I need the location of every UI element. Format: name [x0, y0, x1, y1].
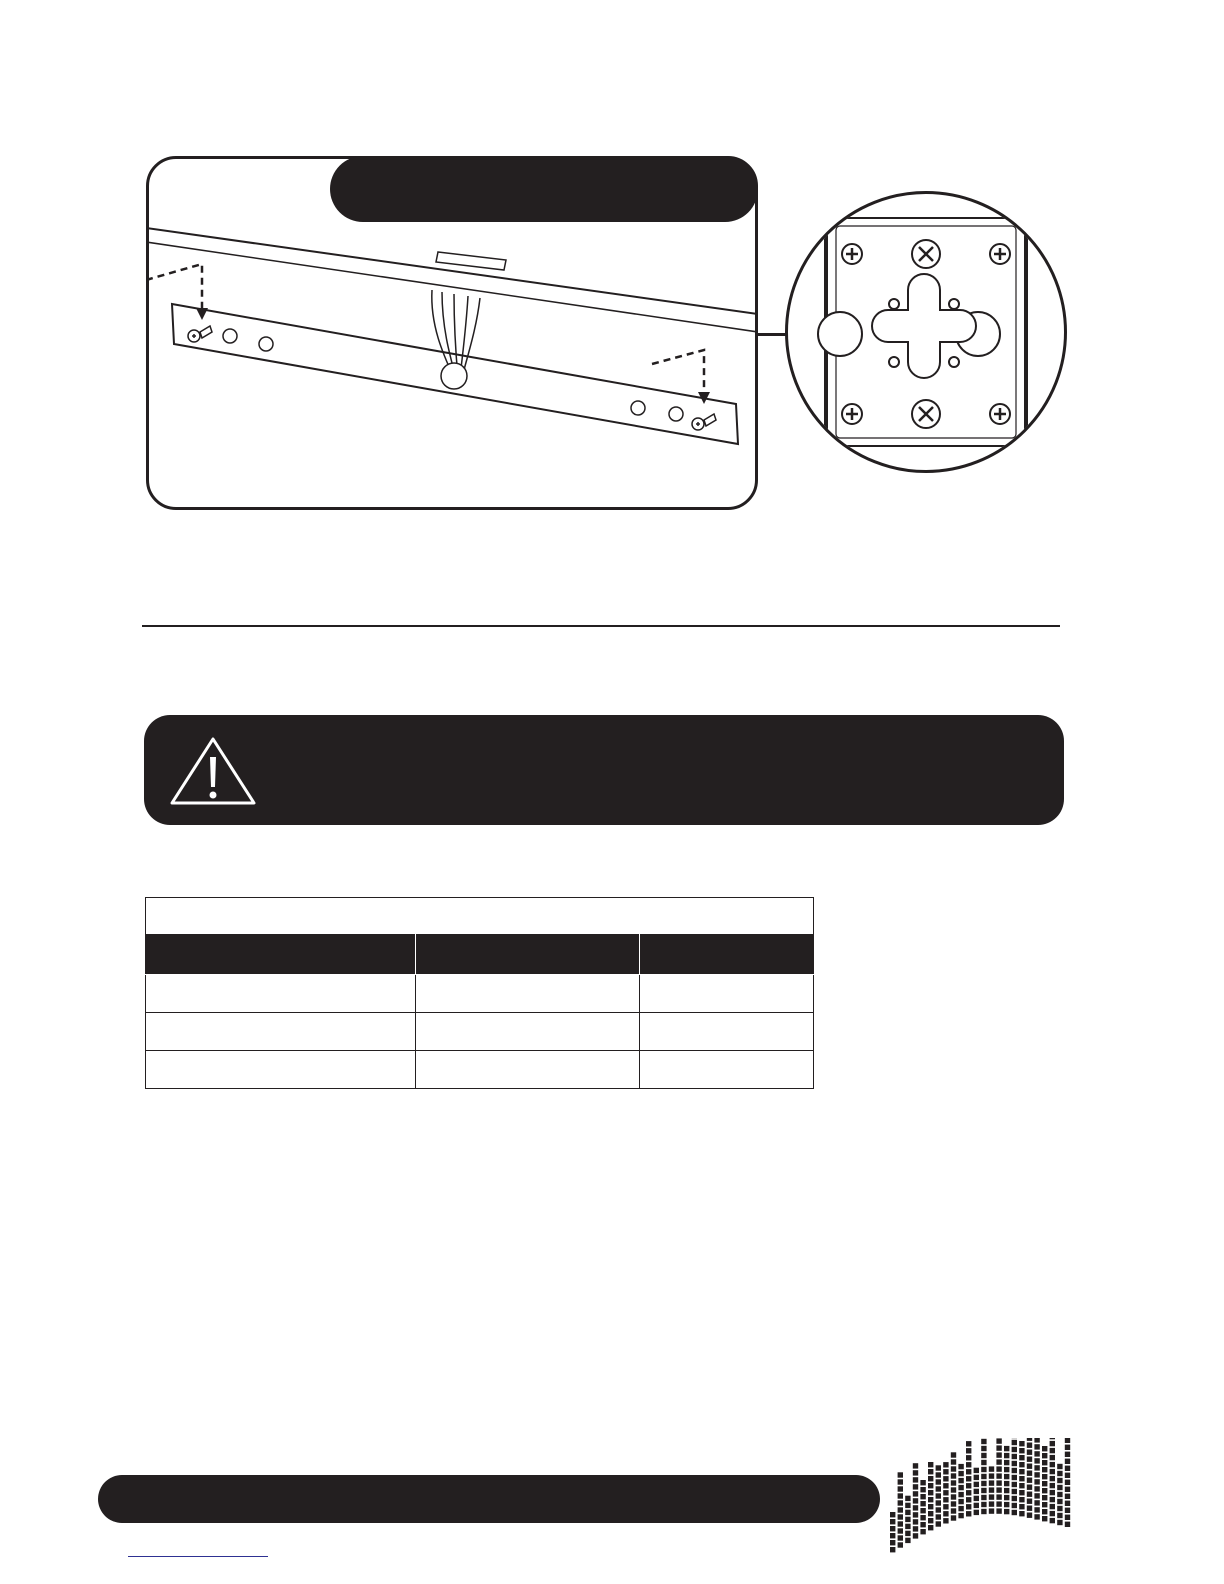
logo-block	[1065, 1494, 1070, 1499]
logo-block	[913, 1463, 918, 1468]
logo-block	[996, 1459, 1001, 1464]
logo-block	[1050, 1483, 1055, 1488]
logo-block	[1034, 1493, 1039, 1498]
logo-block	[1034, 1507, 1039, 1512]
corner-screw	[842, 244, 862, 264]
logo-block	[1034, 1500, 1039, 1505]
logo-block	[981, 1502, 986, 1507]
logo-block	[1019, 1469, 1024, 1474]
table-cell	[146, 1051, 416, 1089]
warning-banner	[144, 715, 1064, 825]
logo-block	[1050, 1476, 1055, 1481]
logo-block	[1034, 1444, 1039, 1449]
corner-screw	[842, 404, 862, 424]
logo-block	[966, 1462, 971, 1467]
table-row	[146, 1051, 814, 1089]
logo-block	[913, 1498, 918, 1503]
logo-block	[928, 1483, 933, 1488]
warning-triangle-icon	[168, 735, 258, 807]
logo-block	[981, 1467, 986, 1472]
logo-block	[943, 1518, 948, 1523]
logo-block	[1019, 1441, 1024, 1446]
logo-block	[989, 1508, 994, 1513]
table-row	[146, 975, 814, 1013]
logo-block	[951, 1515, 956, 1520]
logo-block	[920, 1501, 925, 1506]
logo-block	[1027, 1485, 1032, 1490]
logo-block	[1004, 1453, 1009, 1458]
logo-block	[936, 1507, 941, 1512]
logo-block	[1065, 1508, 1070, 1513]
logo-block	[920, 1494, 925, 1499]
logo-block	[989, 1487, 994, 1492]
logo-block	[974, 1503, 979, 1508]
logo-block	[951, 1480, 956, 1485]
logo-block	[1057, 1506, 1062, 1511]
logo-block	[905, 1517, 910, 1522]
logo-block	[1019, 1483, 1024, 1488]
logo-block	[913, 1512, 918, 1517]
logo-block	[920, 1480, 925, 1485]
tv-bottom-edge	[146, 228, 758, 314]
logo-block	[966, 1469, 971, 1474]
logo-block	[951, 1487, 956, 1492]
logo-block	[1004, 1460, 1009, 1465]
logo-block	[928, 1490, 933, 1495]
logo-block	[989, 1473, 994, 1478]
logo-block	[943, 1469, 948, 1474]
logo-block	[1004, 1467, 1009, 1472]
logo-block	[1004, 1446, 1009, 1451]
logo-block	[1012, 1496, 1017, 1501]
logo-block	[1042, 1453, 1047, 1458]
detail-connector-line	[758, 333, 788, 336]
logo-block	[1042, 1488, 1047, 1493]
logo-block	[958, 1499, 963, 1504]
logo-block	[1027, 1450, 1032, 1455]
logo-block	[920, 1487, 925, 1492]
logo-block	[1034, 1486, 1039, 1491]
logo-block	[1050, 1490, 1055, 1495]
logo-block	[898, 1514, 903, 1519]
logo-block	[905, 1524, 910, 1529]
logo-block	[936, 1521, 941, 1526]
logo-block	[943, 1476, 948, 1481]
logo-block	[1027, 1492, 1032, 1497]
logo-block	[1012, 1489, 1017, 1494]
corner-screw	[990, 404, 1010, 424]
logo-block	[1004, 1474, 1009, 1479]
logo-block	[905, 1503, 910, 1508]
logo-block	[1019, 1455, 1024, 1460]
logo-block	[958, 1513, 963, 1518]
logo-block	[974, 1468, 979, 1473]
logo-block	[1019, 1476, 1024, 1481]
logo-block	[928, 1518, 933, 1523]
logo-block	[1019, 1497, 1024, 1502]
logo-block	[1004, 1488, 1009, 1493]
logo-block	[1050, 1462, 1055, 1467]
logo-block	[966, 1441, 971, 1446]
logo-block	[1065, 1501, 1070, 1506]
sound-wave-logo	[884, 1438, 1084, 1568]
cable-grommet	[441, 363, 467, 389]
logo-block	[890, 1519, 895, 1524]
logo-block	[936, 1472, 941, 1477]
logo-block	[913, 1491, 918, 1496]
logo-block	[951, 1473, 956, 1478]
logo-block	[1050, 1441, 1055, 1446]
specifications-table	[145, 897, 814, 1089]
logo-block	[1042, 1502, 1047, 1507]
bracket-detail-drawing	[788, 194, 1064, 470]
logo-block	[898, 1507, 903, 1512]
logo-block	[958, 1506, 963, 1511]
logo-block	[1042, 1474, 1047, 1479]
logo-block	[913, 1519, 918, 1524]
logo-block	[913, 1526, 918, 1531]
logo-block	[920, 1522, 925, 1527]
table-header-row	[146, 934, 814, 975]
logo-block	[1034, 1465, 1039, 1470]
logo-block	[989, 1494, 994, 1499]
logo-block	[966, 1483, 971, 1488]
logo-block	[996, 1473, 1001, 1478]
logo-block	[958, 1464, 963, 1469]
logo-block	[1027, 1464, 1032, 1469]
table-cell	[416, 975, 640, 1013]
logo-block	[1027, 1443, 1032, 1448]
logo-block	[913, 1484, 918, 1489]
logo-block	[943, 1490, 948, 1495]
logo-block	[966, 1497, 971, 1502]
logo-block	[1012, 1510, 1017, 1515]
table-cell	[416, 1051, 640, 1089]
logo-block	[1004, 1502, 1009, 1507]
logo-block	[981, 1488, 986, 1493]
logo-block	[1050, 1455, 1055, 1460]
logo-block	[1042, 1446, 1047, 1451]
logo-block	[898, 1535, 903, 1540]
logo-block	[1065, 1466, 1070, 1471]
table-row	[146, 1013, 814, 1051]
logo-block	[928, 1504, 933, 1509]
logo-block	[1019, 1511, 1024, 1516]
logo-block	[996, 1480, 1001, 1485]
logo-block	[913, 1470, 918, 1475]
table-cell	[416, 1013, 640, 1051]
logo-block	[898, 1542, 903, 1547]
small-hole	[889, 357, 899, 367]
table-header-cell	[146, 934, 416, 975]
logo-block	[981, 1453, 986, 1458]
logo-block	[1065, 1445, 1070, 1450]
left-side-hole	[818, 312, 862, 356]
logo-block	[1012, 1447, 1017, 1452]
logo-block	[996, 1487, 1001, 1492]
logo-block	[1042, 1460, 1047, 1465]
logo-block	[966, 1490, 971, 1495]
logo-block	[928, 1469, 933, 1474]
logo-block	[981, 1446, 986, 1451]
logo-block	[996, 1466, 1001, 1471]
logo-block	[936, 1486, 941, 1491]
bracket-detail-magnifier	[785, 191, 1067, 473]
logo-block	[1034, 1451, 1039, 1456]
small-hole	[949, 357, 959, 367]
logo-block	[936, 1465, 941, 1470]
table-cell	[640, 1051, 814, 1089]
logo-block	[920, 1529, 925, 1534]
logo-block	[1065, 1473, 1070, 1478]
logo-block	[890, 1526, 895, 1531]
logo-block	[898, 1521, 903, 1526]
logo-block	[1050, 1438, 1055, 1439]
logo-block	[1050, 1497, 1055, 1502]
logo-block	[1057, 1499, 1062, 1504]
logo-block	[966, 1511, 971, 1516]
logo-block	[920, 1515, 925, 1520]
logo-block	[905, 1538, 910, 1543]
logo-block	[1034, 1514, 1039, 1519]
logo-block	[913, 1477, 918, 1482]
tv-brand-badge	[436, 252, 506, 270]
logo-block	[1065, 1452, 1070, 1457]
logo-block	[905, 1496, 910, 1501]
logo-block	[905, 1531, 910, 1536]
logo-block	[1012, 1503, 1017, 1508]
logo-block	[1057, 1471, 1062, 1476]
logo-block	[1057, 1492, 1062, 1497]
logo-block	[943, 1511, 948, 1516]
logo-block	[989, 1466, 994, 1471]
center-screw	[912, 400, 940, 428]
logo-block	[1027, 1478, 1032, 1483]
logo-block	[1065, 1459, 1070, 1464]
footer-bar	[98, 1475, 880, 1523]
logo-block	[951, 1459, 956, 1464]
logo-block	[1057, 1513, 1062, 1518]
logo-block	[1065, 1522, 1070, 1527]
logo-block	[996, 1494, 1001, 1499]
logo-block	[1027, 1513, 1032, 1518]
table-caption	[146, 898, 814, 934]
logo-block	[1004, 1481, 1009, 1486]
table-cell	[146, 1013, 416, 1051]
logo-block	[974, 1482, 979, 1487]
logo-block	[928, 1497, 933, 1502]
table-caption-row	[146, 898, 814, 934]
logo-block	[1042, 1495, 1047, 1500]
logo-block	[1012, 1482, 1017, 1487]
logo-block	[905, 1510, 910, 1515]
logo-block	[1042, 1509, 1047, 1514]
logo-block	[1065, 1487, 1070, 1492]
logo-block	[898, 1472, 903, 1477]
footer-link-underline	[128, 1556, 268, 1557]
logo-block	[1042, 1467, 1047, 1472]
logo-block	[1034, 1458, 1039, 1463]
logo-block	[1050, 1518, 1055, 1523]
logo-block	[974, 1510, 979, 1515]
logo-block	[981, 1495, 986, 1500]
logo-block	[943, 1483, 948, 1488]
logo-block	[1057, 1478, 1062, 1483]
logo-block	[1027, 1499, 1032, 1504]
logo-block	[890, 1540, 895, 1545]
logo-block	[898, 1500, 903, 1505]
logo-block	[1012, 1475, 1017, 1480]
logo-block	[951, 1508, 956, 1513]
logo-block	[966, 1504, 971, 1509]
logo-block	[951, 1501, 956, 1506]
logo-block	[1034, 1472, 1039, 1477]
corner-screw	[990, 244, 1010, 264]
logo-block	[1057, 1464, 1062, 1469]
logo-block	[1027, 1457, 1032, 1462]
logo-block	[1057, 1520, 1062, 1525]
logo-block	[890, 1547, 895, 1552]
logo-block	[958, 1471, 963, 1476]
logo-block	[1042, 1481, 1047, 1486]
logo-block	[1042, 1516, 1047, 1521]
logo-block	[1050, 1511, 1055, 1516]
logo-block	[958, 1485, 963, 1490]
logo-block	[989, 1501, 994, 1506]
center-screw	[912, 240, 940, 268]
logo-block	[1019, 1490, 1024, 1495]
logo-block	[974, 1489, 979, 1494]
logo-block	[928, 1511, 933, 1516]
table-header-cell	[640, 934, 814, 975]
illustration-title-tab	[330, 156, 758, 222]
logo-block	[1034, 1479, 1039, 1484]
logo-block	[981, 1460, 986, 1465]
logo-block	[1027, 1471, 1032, 1476]
logo-block	[928, 1525, 933, 1530]
logo-block	[1019, 1504, 1024, 1509]
logo-block	[966, 1476, 971, 1481]
logo-block	[936, 1500, 941, 1505]
logo-block	[1065, 1480, 1070, 1485]
logo-block	[890, 1512, 895, 1517]
logo-block	[936, 1493, 941, 1498]
logo-block	[951, 1494, 956, 1499]
logo-block	[890, 1533, 895, 1538]
logo-block	[898, 1528, 903, 1533]
logo-block	[996, 1508, 1001, 1513]
logo-block	[981, 1509, 986, 1514]
logo-block	[981, 1481, 986, 1486]
logo-block	[1012, 1454, 1017, 1459]
logo-block	[898, 1493, 903, 1498]
logo-block	[1019, 1448, 1024, 1453]
logo-block	[1027, 1438, 1032, 1441]
logo-block	[943, 1497, 948, 1502]
logo-block	[1012, 1440, 1017, 1445]
logo-block	[913, 1505, 918, 1510]
logo-block	[936, 1514, 941, 1519]
table-cell	[146, 975, 416, 1013]
logo-block	[1050, 1469, 1055, 1474]
logo-block	[1004, 1495, 1009, 1500]
logo-block	[1065, 1515, 1070, 1520]
logo-block	[989, 1480, 994, 1485]
logo-block	[1019, 1462, 1024, 1467]
logo-block	[981, 1474, 986, 1479]
logo-block	[943, 1504, 948, 1509]
logo-block	[1027, 1506, 1032, 1511]
logo-block	[1004, 1509, 1009, 1514]
logo-block	[981, 1439, 986, 1444]
logo-block	[974, 1475, 979, 1480]
logo-block	[966, 1448, 971, 1453]
small-hole	[949, 299, 959, 309]
logo-block	[996, 1438, 1001, 1443]
logo-block	[1012, 1461, 1017, 1466]
logo-block	[913, 1533, 918, 1538]
logo-block	[943, 1462, 948, 1467]
cross-keyhole	[872, 274, 976, 378]
table-header-cell	[416, 934, 640, 975]
logo-block	[966, 1455, 971, 1460]
logo-block	[951, 1466, 956, 1471]
logo-block	[1057, 1485, 1062, 1490]
logo-block	[898, 1479, 903, 1484]
section-divider	[142, 625, 1060, 627]
logo-block	[920, 1508, 925, 1513]
small-hole	[889, 299, 899, 309]
logo-block	[1034, 1438, 1039, 1443]
logo-block	[1050, 1448, 1055, 1453]
logo-block	[996, 1445, 1001, 1450]
logo-block	[951, 1452, 956, 1457]
logo-block	[936, 1479, 941, 1484]
logo-block	[898, 1486, 903, 1491]
logo-block	[996, 1501, 1001, 1506]
logo-block	[1050, 1504, 1055, 1509]
logo-block	[1065, 1438, 1070, 1443]
logo-block	[928, 1462, 933, 1467]
logo-block	[958, 1478, 963, 1483]
logo-block	[928, 1476, 933, 1481]
table-cell	[640, 1013, 814, 1051]
table-cell	[640, 975, 814, 1013]
logo-block	[996, 1452, 1001, 1457]
logo-block	[974, 1496, 979, 1501]
logo-block	[958, 1492, 963, 1497]
logo-block	[1012, 1468, 1017, 1473]
